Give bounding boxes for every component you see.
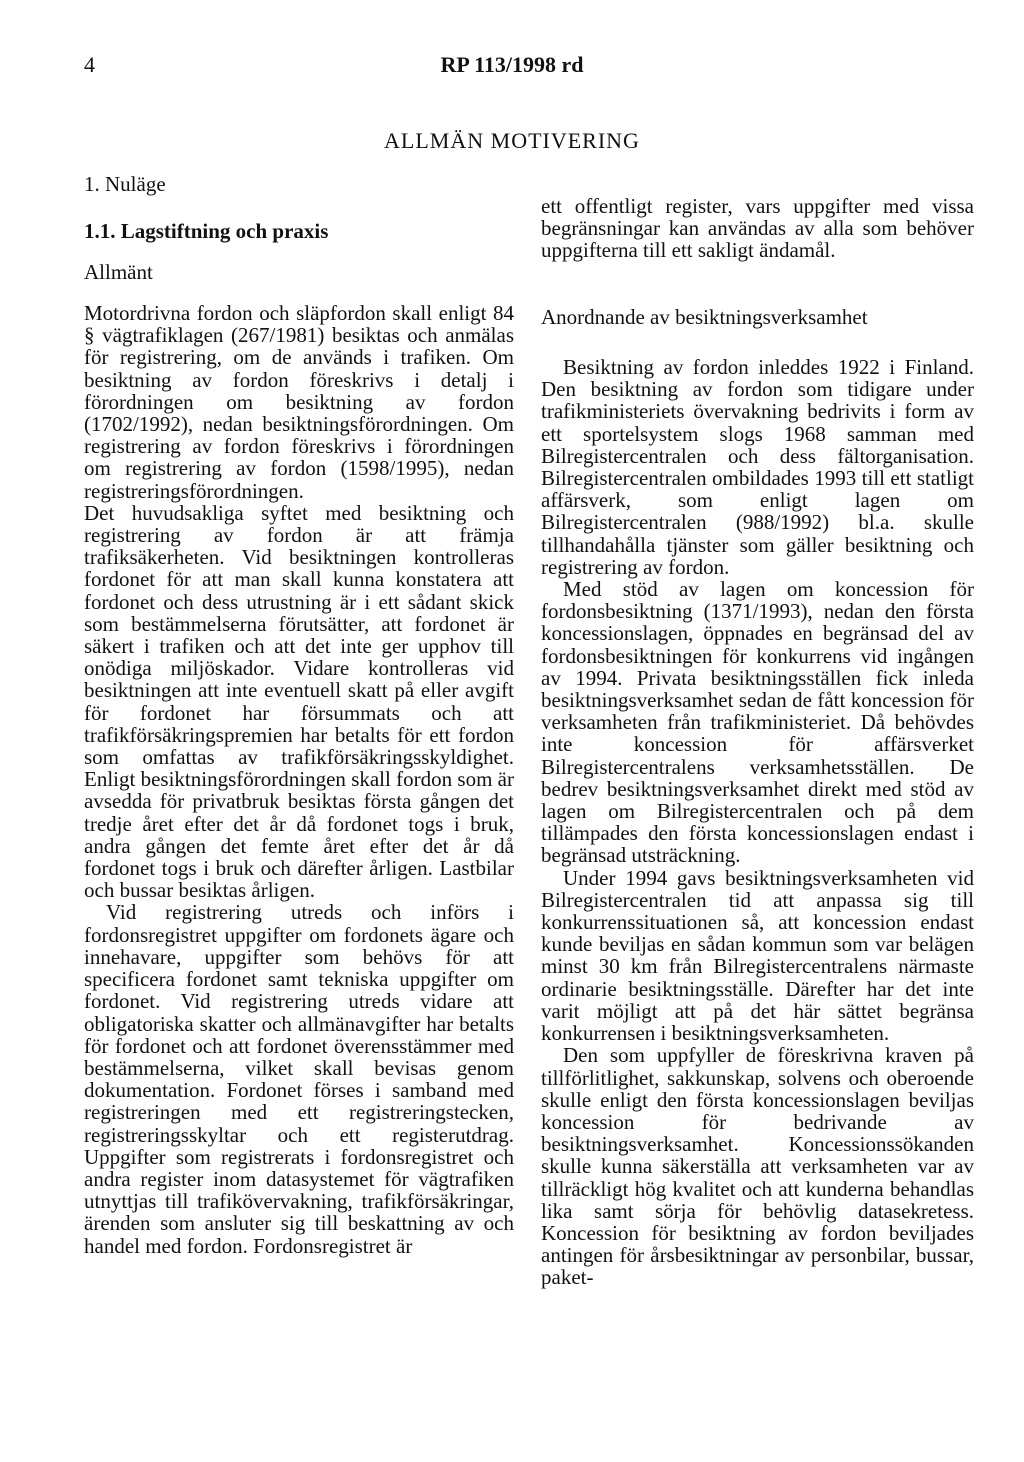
paragraph: Det huvudsakliga syftet med besiktning och registrering av fordon är att främja trafiksäkerheten. Vid besiktningen kontrolleras fordonet för att man skall kunna konstatera att fordonet och dess utrustning är i ett sådant skick som bestämmelserna förutsätter, att fordonet är säkert i trafiken och att det inte ger upphov till onödiga miljöskador. Vidare kontrolleras vid besiktningen att inte eventuell skatt på eller avgift för fordonet har försummats och att trafikförsäkringspremien har betalts för ett fordon som omfattas av trafikförsäkringsskyldighet. Enligt besiktningsförordningen skall fordon som är avsedda för privatbruk besiktas första gången det tredje året efter det år då fordonet togs i bruk, andra gången det femte året efter det år då fordonet togs i bruk och därefter årligen. Lastbilar och bussar besiktas årligen. [84, 500, 514, 903]
left-column-body [84, 302, 514, 1257]
section-title: ALLMÄN MOTIVERING [384, 128, 640, 153]
right-column-continuation [541, 195, 974, 262]
paragraph: Med stöd av lagen om koncession för fordonsbesiktning (1371/1993), nedan den första koncessionslagen, öppnades en begränsad del av fordonsbesiktningen för konkurrens vid ingången av 1994. Privata besiktningsställen fick inleda besiktningsverksamhet sedan de fått koncession för verksamheten från trafikministeriet. Då behövdes inte koncession för affärsverket Bilregistercentralens verksamhetsställen. De bedrev besiktningsverksamhet direkt med stöd av lagen om Bilregistercentralen och på dem tillämpades den första koncessionslagen endast i begränsad utsträckning. [541, 577, 974, 868]
heading-lagstiftning: 1.1. Lagstiftning och praxis [84, 219, 329, 243]
paragraph: Motordrivna fordon och släpfordon skall enligt 84 § vägtrafiklagen (267/1981) besiktas och anmälas för registrering, om de används i trafiken. Om besiktning av fordon föreskrivs i detalj i förordningen om besiktning av fordon (1702/1992), nedan besiktningsförordningen. Om registrering av fordon föreskrivs i förordningen om registrering av fordon (1598/1995), nedan registreringsförordningen. [84, 301, 514, 503]
heading-anordnande: Anordnande av besiktningsverksamhet [541, 305, 868, 329]
heading-allmant: Allmänt [84, 260, 153, 284]
paragraph: Under 1994 gavs besiktningsverksamheten vid Bilregistercentralen tid att anpassa sig till konkurrenssituationen så, att koncession endast kunde beviljas en sådan kommun som var belägen minst 30 km från Bilregistercentralens närmaste ordinarie besiktningsställe. Därefter har det inte varit möjligt att på det här sättet begränsa konkurrensen i besiktningsverksamheten. [541, 865, 974, 1046]
heading-nulage: 1. Nuläge [84, 172, 166, 196]
running-head: RP 113/1998 rd [440, 52, 584, 77]
paragraph: Den som uppfyller de föreskrivna kraven på tillförlitlighet, sakkunskap, solvens och oberoende skulle enligt den första koncessionslagen beviljas koncession för bedrivande av besiktningsverksamhet. Koncessionssökanden skulle kunna säkerställa att verksamheten var av tillräckligt hög kvalitet och att kunderna behandlas lika samt sörja för behövlig datasekretess. Koncession för besiktning av fordon beviljades antingen för årsbesiktningar av personbilar, bussar, paket- [541, 1043, 974, 1290]
paragraph: ett offentligt register, vars uppgifter med vissa begränsningar kan användas av alla som behöver uppgifterna till ett sakligt ändamål. [541, 194, 974, 263]
paragraph: Vid registrering utreds och införs i fordonsregistret uppgifter om fordonets ägare och innehavare, uppgifter som behövs för att specificera fordonet samt tekniska uppgifter om fordonet. Vid registrering utreds vidare att obligatoriska skatter och allmänavgifter har betalts för fordonet och att fordonet överensstämmer med bestämmelserna, vilket skall bevisas genom dokumentation. Fordonet förses i samband med registreringen med ett registreringstecken, registreringsskyltar och ett registerutdrag. Uppgifter som registrerats i fordonsregistret och andra register inom datasystemet för vägtrafiken utnyttjas till trafikövervakning, trafikförsäkringar, ärenden som ansluter sig till beskattning av och handel med fordon. Fordonsregistret är [84, 900, 514, 1258]
paragraph: Besiktning av fordon inleddes 1922 i Finland. Den besiktning av fordon som tidigare under trafikministeriets övervakning bedrivits i form av ett sportelsystem slogs 1968 samman med Bilregistercentralen och dess fältorganisation. Bilregistercentralen ombildades 1993 till ett statligt affärsverk, som enligt lagen om Bilregistercentralen (988/1992) bl.a. skulle tillhandahålla tjänster som gäller besiktning och registrering av fordon. [541, 355, 974, 579]
right-column-body [541, 356, 974, 1289]
page-number: 4 [84, 52, 95, 77]
